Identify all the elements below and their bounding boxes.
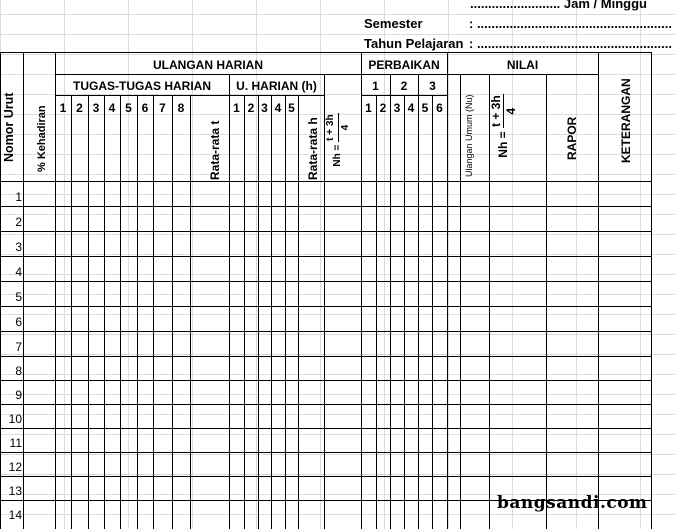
table-vline [404,95,405,529]
table-vline [258,95,259,529]
u-harian-col-number: 1 [233,101,240,115]
table-hline [55,74,598,75]
gridline-h [0,314,675,315]
u-harian-col-number: 2 [247,101,255,115]
table-vline [153,95,154,529]
table-hline [0,331,651,332]
table-vline [104,95,105,529]
perbaikan-group-number: 3 [429,79,436,93]
gridline-v [448,0,449,529]
u-harian-col-number: 4 [274,101,282,115]
gridline-h [0,294,675,295]
gridline-h [0,474,675,475]
semester-value[interactable]: : ...................................................... [469,16,672,31]
table-vline [598,52,599,529]
u-harian-col-number: 3 [261,101,268,115]
nh-prefix: Nh = [332,144,343,167]
gridline-h [0,394,675,395]
u-harian-col-number: 5 [288,101,295,115]
table-vline [23,52,24,529]
ulangan-harian-header: ULANGAN HARIAN [153,58,263,72]
gridline-h [0,414,675,415]
ulangan-umum-header: Ulangan Umum (Nu) [464,94,474,177]
rata-rata-h-header: Rata-rata h [306,117,320,180]
row-number: 6 [15,315,22,329]
nilai-header: NILAI [506,58,539,72]
gridline-h [0,214,675,215]
table-hline [0,256,651,257]
perbaikan-col-number: 4 [407,101,415,115]
tugas-col-number: 1 [59,101,67,115]
table-hline [0,452,651,453]
table-vline [418,95,419,529]
rapor-header: RAPOR [565,116,579,160]
rata-rata-t-header: Rata-rata t [208,120,222,180]
perbaikan-col-number: 3 [393,101,401,115]
table-hline [0,52,651,53]
nh-formula-perbaikan [325,95,351,185]
nh-fraction-2 [489,94,518,128]
table-vline [120,95,121,529]
nomor-urut-header: Nomor Urut [2,92,16,162]
row-number: 9 [15,388,22,402]
tugas-col-number: 6 [141,101,149,115]
nh-denominator: 4 [339,124,351,131]
perbaikan-group-number: 2 [400,79,408,93]
tugas-col-number: 8 [177,101,185,115]
kehadiran-header: % Kehadiran [36,105,48,172]
gridline-h [0,454,675,455]
table-vline [460,74,461,529]
perbaikan-col-number: 1 [365,101,372,115]
tahun-pelajaran-value[interactable]: : ...................................................... [469,36,672,51]
table-vline [88,95,89,529]
tugas-col-number: 2 [76,101,83,115]
nh-prefix-2: Nh = [496,131,510,158]
table-vline [55,52,56,529]
gridline-h [0,54,675,55]
table-hline [0,404,651,405]
table-vline [172,95,173,529]
nh-fraction [324,113,353,141]
row-number: 5 [15,290,22,304]
table-vline [137,95,138,529]
nh-numerator-2: t + 3h [488,95,503,127]
gridline-h [0,34,675,35]
row-number: 2 [15,215,22,229]
tugas-col-number: 7 [159,101,166,115]
nh-formula-nilai [488,81,518,171]
table-hline [0,206,651,207]
row-number: 4 [15,265,22,279]
table-vline [285,95,286,529]
gridline-v [640,0,641,529]
table-hline [0,231,651,232]
table-hline [0,380,651,381]
row-number: 14 [8,508,22,522]
table-vline [190,95,191,529]
tahun-pelajaran-label: Tahun Pelajaran [364,36,464,51]
table-vline [546,74,547,529]
row-number: 7 [15,340,22,354]
gridline-h [0,514,675,515]
tugas-col-number: 5 [125,101,132,115]
gridline-v [512,0,513,529]
gridline-h [0,234,675,235]
table-hline [0,356,651,357]
gridline-h [0,194,675,195]
watermark-bangsandi: bangsandi.com [497,493,648,513]
u-harian-header: U. HARIAN (h) [236,79,317,93]
gridline-h [0,354,675,355]
row-number: 13 [8,484,22,498]
gridline-v [576,0,577,529]
table-hline [0,476,651,477]
keterangan-header: KETERANGAN [619,78,633,163]
row-number: 12 [8,460,22,474]
tugas-col-number: 4 [108,101,116,115]
row-number: 3 [15,240,22,254]
table-vline [651,52,652,529]
row-number: 1 [15,190,22,204]
gridline-h [0,254,675,255]
gridline-h [0,334,675,335]
table-vline [71,95,72,529]
table-hline [0,306,651,307]
tugas-col-number: 3 [92,101,100,115]
perbaikan-col-number: 5 [421,101,429,115]
gridline-h [0,374,675,375]
perbaikan-header: PERBAIKAN [368,58,440,72]
table-vline [244,95,245,529]
nh-denominator-2: 4 [503,107,518,115]
row-number: 11 [9,436,22,450]
nh-numerator: t + 3h [324,113,339,141]
semester-label: Semester [364,16,423,31]
table-hline [0,428,651,429]
table-hline [0,281,651,282]
gridline-h [0,274,675,275]
table-vline [390,95,391,529]
jam-minggu-label: ......................... Jam / Minggu [470,0,647,11]
gridline-h [0,14,675,15]
perbaikan-col-number: 2 [379,101,387,115]
table-vline [361,52,362,529]
table-vline [447,52,448,529]
table-vline [298,95,299,529]
tugas-harian-header: TUGAS-TUGAS HARIAN [73,79,211,93]
perbaikan-group-number: 1 [372,79,379,93]
row-number: 8 [15,364,22,378]
table-vline [229,74,230,529]
table-vline [432,95,433,529]
table-vline [271,95,272,529]
gridline-h [0,434,675,435]
perbaikan-col-number: 6 [436,101,443,115]
table-vline [376,95,377,529]
row-number: 10 [8,412,22,426]
